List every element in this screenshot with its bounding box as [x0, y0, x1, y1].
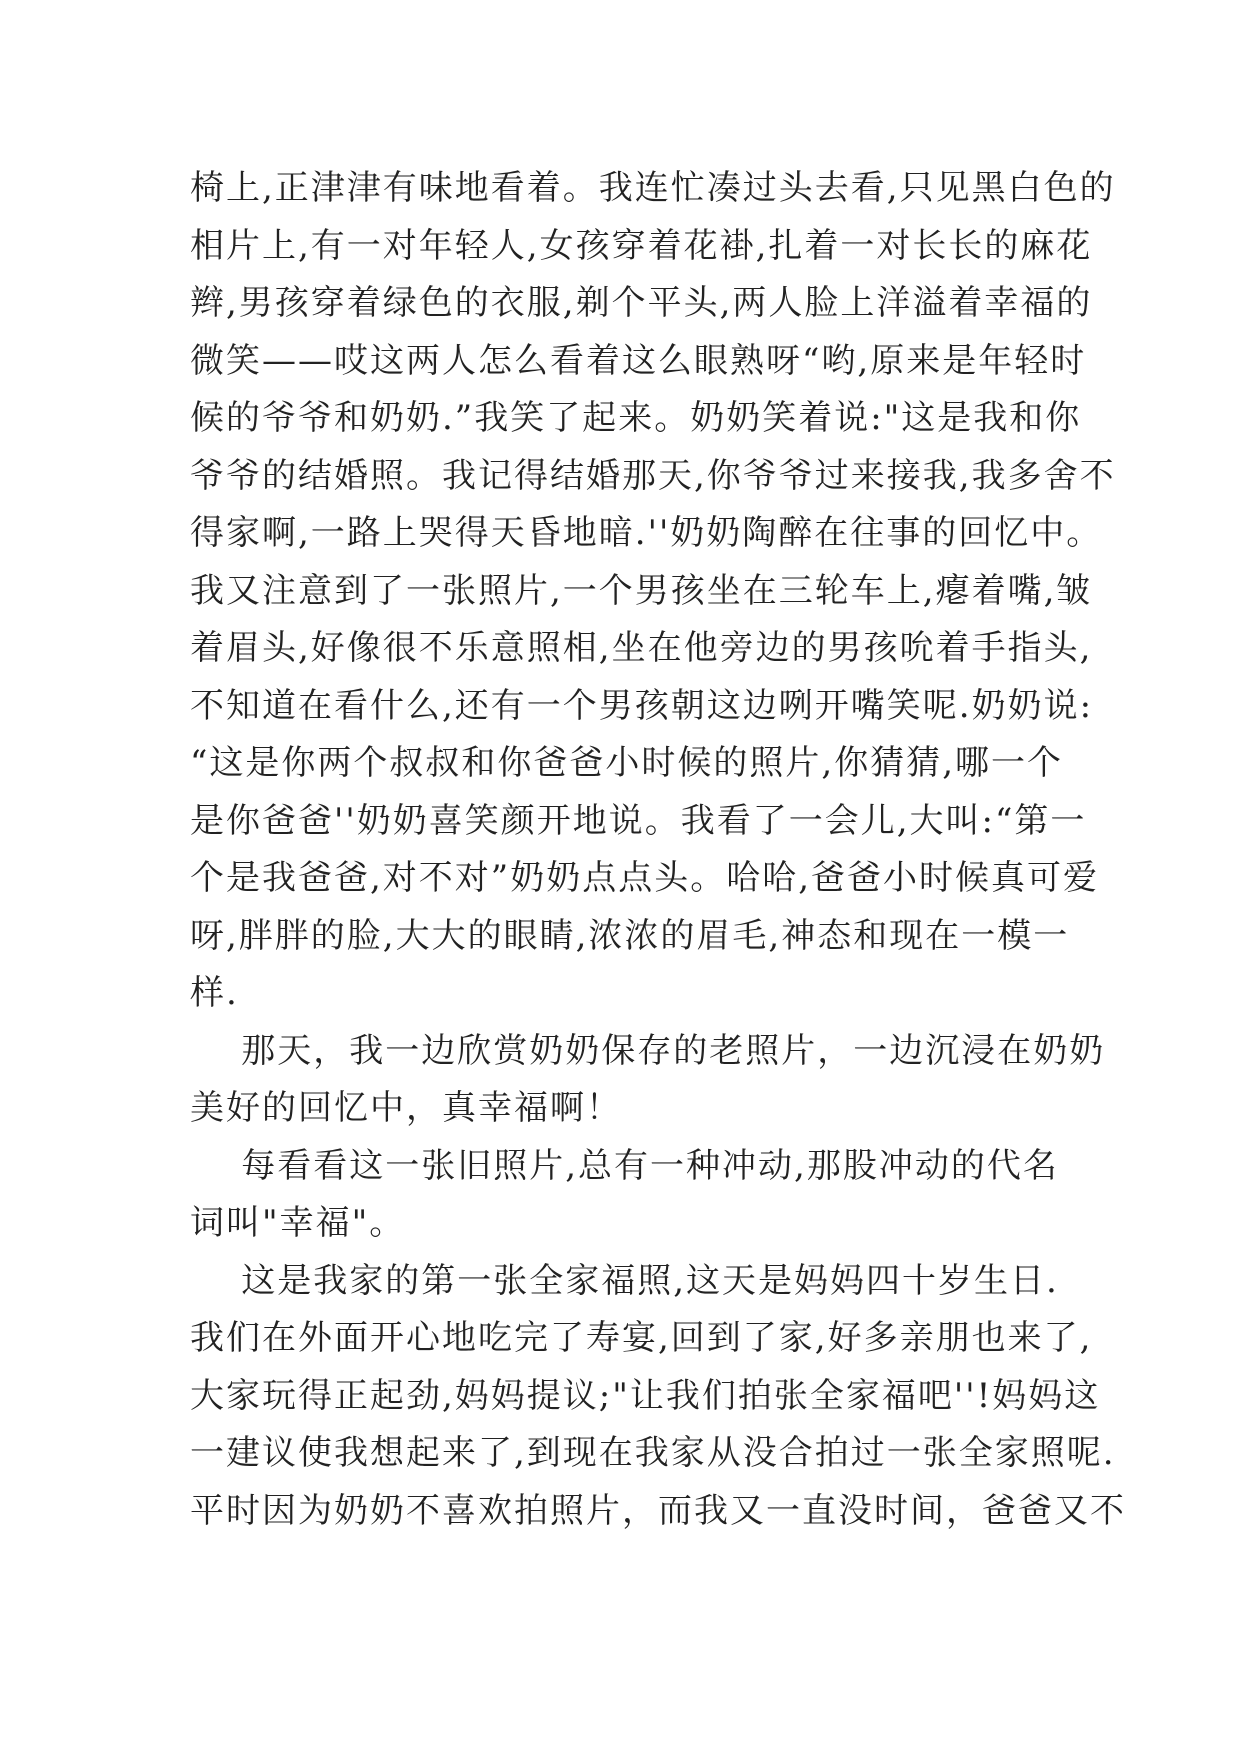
text-line: 相片上,有一对年轻人,女孩穿着花褂,扎着一对长长的麻花	[190, 225, 1093, 266]
text-line: 辫,男孩穿着绿色的衣服,剃个平头,两人脸上洋溢着幸福的	[190, 283, 1093, 323]
text-line: 样.	[190, 973, 239, 1013]
text-line: 爷爷的结婚照。我记得结婚那天,你爷爷过来接我,我多舍不	[190, 455, 1116, 496]
text-line: 呀,胖胖的脸,大大的眼睛,浓浓的眉毛,神态和现在一模一	[190, 915, 1070, 956]
text-line: 候的爷爷和奶奶.”我笑了起来。奶奶笑着说:"这是我和你	[190, 398, 1082, 438]
text-line: 着眉头,好像很不乐意照相,坐在他旁边的男孩吮着手指头,	[190, 628, 1093, 668]
text-line: 得家啊,一路上哭得天昏地暗.''奶奶陶醉在往事的回忆中。	[190, 513, 1103, 553]
text-line: 我们在外面开心地吃完了寿宴,回到了家,好多亲朋也来了,	[190, 1318, 1093, 1358]
text-line: 每看看这一张旧照片,总有一种冲动,那股冲动的代名	[190, 1145, 1059, 1186]
body-text	[190, 160, 1126, 1540]
text-line: 大家玩得正起劲,妈妈提议;"让我们拍张全家福吧''!妈妈这	[190, 1375, 1101, 1416]
text-line: 那天，我一边欣赏奶奶保存的老照片，一边沉浸在奶奶	[190, 1030, 1106, 1071]
text-line: 平时因为奶奶不喜欢拍照片，而我又一直没时间，爸爸又不	[190, 1490, 1126, 1531]
text-line: 个是我爸爸,对不对”奶奶点点头。哈哈,爸爸小时候真可爱	[190, 858, 1099, 898]
text-line: 椅上,正津津有味地看着。我连忙凑过头去看,只见黑白色的	[190, 168, 1116, 208]
text-line: 是你爸爸''奶奶喜笑颜开地说。我看了一会儿,大叫:“第一	[190, 800, 1087, 841]
text-line: 一建议使我想起来了,到现在我家从没合拍过一张全家照呢.	[190, 1433, 1116, 1473]
text-line: 不知道在看什么,还有一个男孩朝这边咧开嘴笑呢.奶奶说:	[190, 685, 1094, 726]
text-line: “这是你两个叔叔和你爸爸小时候的照片,你猜猜,哪一个	[190, 743, 1063, 783]
text-line: 微笑——哎这两人怎么看着这么眼熟呀“哟,原来是年轻时	[190, 340, 1087, 381]
text-line: 美好的回忆中，真幸福啊！	[190, 1088, 622, 1128]
text-line: 词叫"幸福"。	[190, 1203, 406, 1243]
text-line: 我又注意到了一张照片,一个男孩坐在三轮车上,瘪着嘴,皱	[190, 570, 1093, 611]
text-line: 这是我家的第一张全家福照,这天是妈妈四十岁生日.	[190, 1260, 1059, 1301]
